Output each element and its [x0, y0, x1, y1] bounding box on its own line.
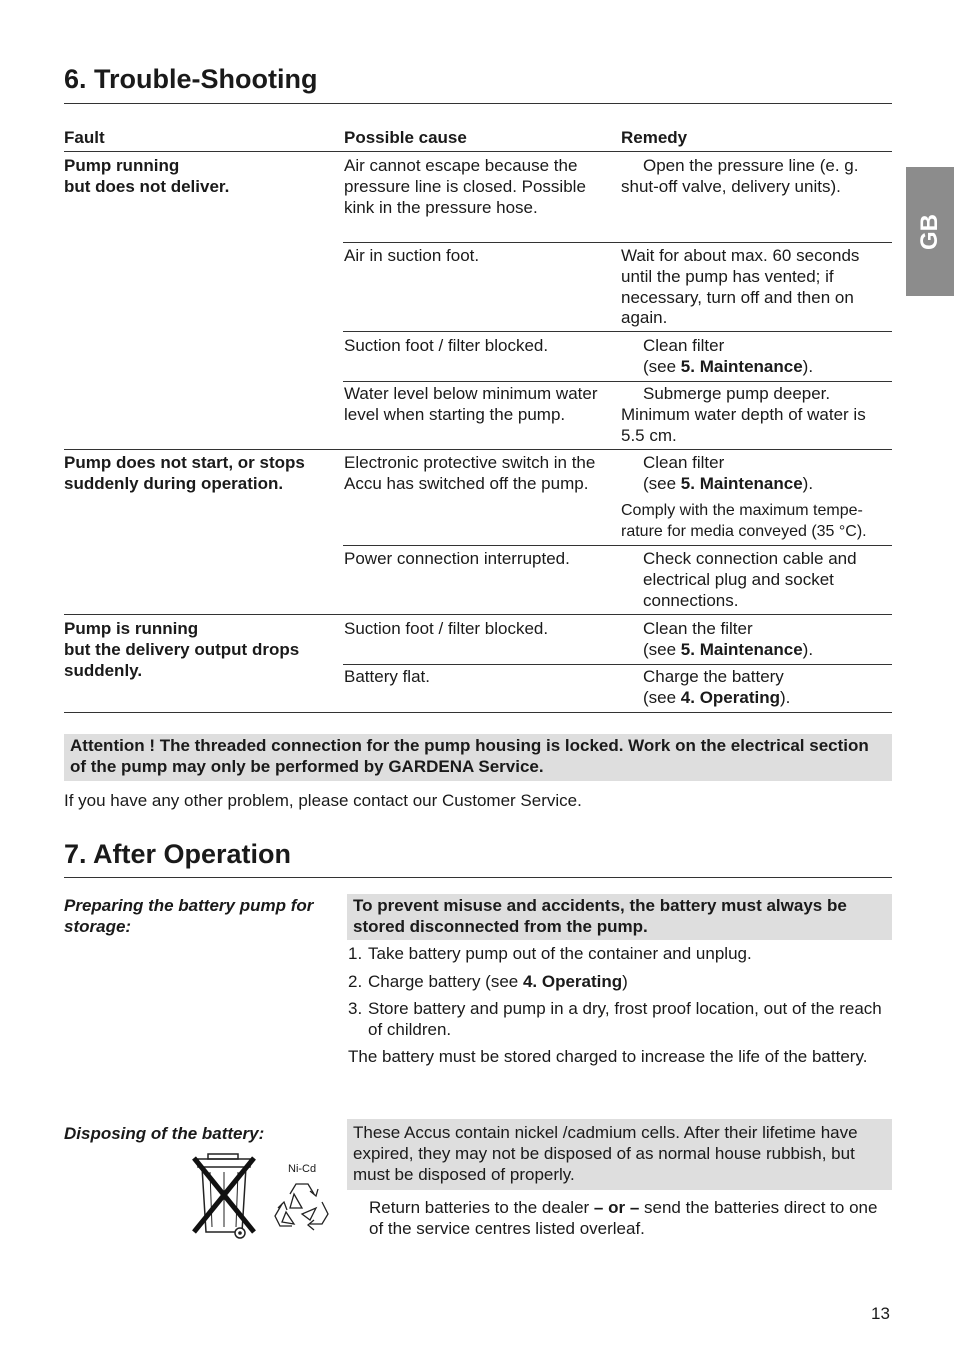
remedy-4: Submerge pump deeper. Minimum water depth of water is 5.5 cm.	[621, 384, 866, 445]
section-6-title: 6. Trouble-Shooting	[64, 64, 318, 94]
attention-text: Attention ! The threaded connection for the pump housing is locked. Work on the electrical section of the pump may only be performed by GARDENA Service.	[70, 736, 869, 776]
storage-warning: To prevent misuse and accidents, the battery must always be stored disconnected from the pump.	[353, 896, 847, 936]
row-rule	[343, 381, 892, 382]
cause-5: Electronic protective switch in the Accu has switched off the pump.	[344, 453, 596, 493]
cause-7: Suction foot / filter blocked.	[344, 619, 549, 638]
language-tab-label: GB	[916, 213, 943, 250]
header-cause: Possible cause	[344, 128, 467, 147]
cause-2: Air in suction foot.	[344, 246, 480, 265]
remedy-1: Open the pressure line (e. g. shut-off valve, delivery units).	[621, 156, 859, 196]
storage-note: The battery must be stored charged to increase the life of the battery.	[348, 1047, 868, 1066]
cause-3: Suction foot / filter blocked.	[344, 336, 549, 355]
disposal-box-text: These Accus contain nickel /cadmium cells. After their lifetime have expired, they may not be disposed of as normal house rubbish, but must be disposed of properly.	[353, 1123, 858, 1184]
title-rule	[64, 877, 892, 878]
remedy-3: Clean filter (see 5. Maintenance).	[643, 336, 814, 376]
remedy-5-extra: Comply with the maximum tempe-rature for media conveyed (35 °C).	[621, 502, 867, 540]
remedy-7: Clean the filter (see 5. Maintenance).	[643, 619, 814, 659]
section-7-title: 7. After Operation	[64, 839, 292, 869]
language-tab	[906, 167, 954, 296]
page-number: 13	[871, 1304, 890, 1323]
row-rule	[343, 545, 892, 546]
row-rule	[343, 664, 892, 665]
cause-4: Water level below minimum water level when starting the pump.	[344, 384, 598, 424]
remedy-6: Check connection cable and electrical plug and socket connections.	[643, 549, 857, 610]
fault-1: Pump running but does not deliver.	[64, 156, 230, 196]
header-rule	[64, 151, 892, 152]
storage-label: Preparing the battery pump for storage:	[64, 896, 314, 936]
recycle-icon	[272, 1180, 332, 1236]
fault-3: Pump is running but the delivery output drops suddenly.	[64, 619, 300, 680]
step-3: 3. Store battery and pump in a dry, frost proof location, out of the reach of children.	[348, 999, 882, 1039]
nicd-label: Ni-Cd	[288, 1163, 317, 1175]
cause-1: Air cannot escape because the pressure line is closed. Possible kink in the pressure hose.	[344, 156, 586, 217]
table-bottom-rule	[64, 712, 892, 713]
header-fault: Fault	[64, 128, 105, 147]
header-remedy: Remedy	[621, 128, 688, 147]
row-rule	[343, 331, 892, 332]
disposal-instruction: Return batteries to the dealer – or – send the batteries direct to one of the service centres listed overleaf.	[369, 1198, 878, 1238]
title-rule	[64, 103, 892, 104]
cause-8: Battery flat.	[344, 667, 430, 686]
remedy-5: Clean filter (see 5. Maintenance).	[643, 453, 814, 493]
crossed-bin-icon	[190, 1152, 260, 1240]
remedy-2: Wait for about max. 60 seconds until the pump has vented; if necessary, turn off and then on again.	[621, 246, 860, 328]
contact-text: If you have any other problem, please contact our Customer Service.	[64, 791, 582, 810]
step-2: 2. Charge battery (see 4. Operating)	[348, 972, 628, 991]
remedy-8: Charge the battery (see 4. Operating).	[643, 667, 791, 707]
fault-2: Pump does not start, or stops suddenly during operation.	[64, 453, 305, 493]
step-1: 1. Take battery pump out of the container and unplug.	[348, 944, 752, 963]
row-rule	[64, 449, 892, 450]
cause-6: Power connection interrupted.	[344, 549, 570, 568]
disposal-label: Disposing of the battery:	[64, 1124, 265, 1143]
row-rule	[343, 242, 892, 243]
row-rule	[64, 614, 892, 615]
